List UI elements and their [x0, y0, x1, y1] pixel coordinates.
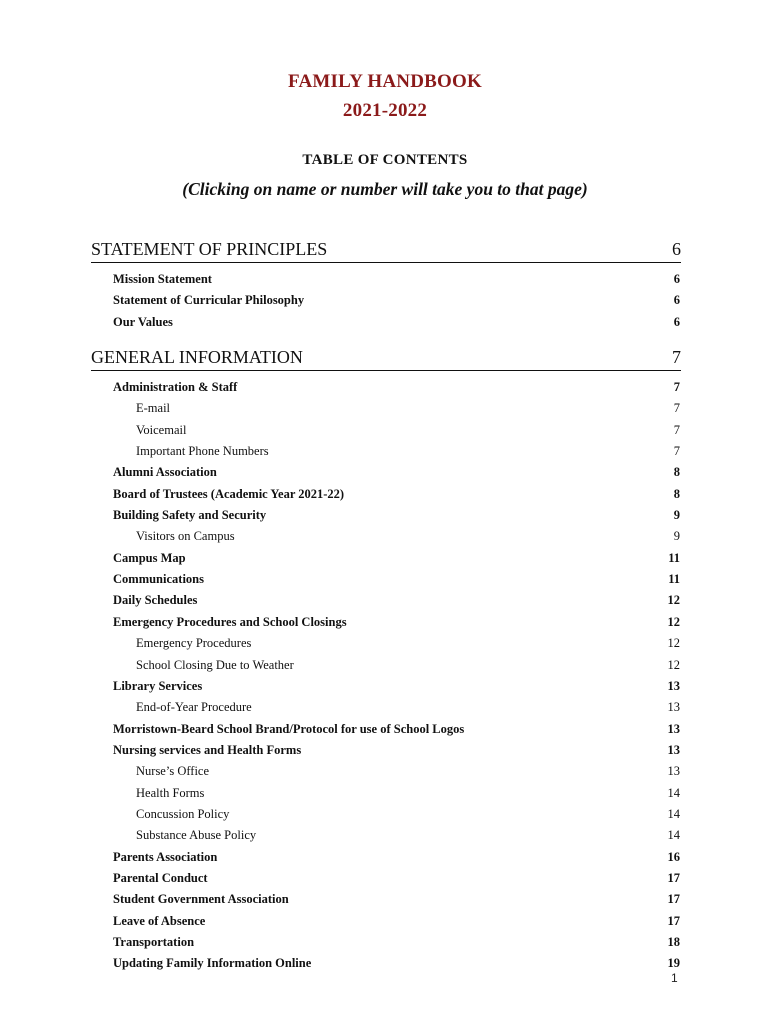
toc-subentry-visitors[interactable] [91, 526, 681, 547]
toc-entry-label[interactable]: School Closing Due to Weather [136, 657, 294, 672]
toc-entry-page[interactable]: 6 [673, 272, 680, 286]
toc-entry-label[interactable]: Health Forms [136, 785, 205, 800]
toc-entry-label[interactable]: Morristown-Beard School Brand/Protocol for use of School Logos [113, 721, 465, 736]
toc-entry-mission-statement[interactable] [91, 269, 681, 290]
toc-entry-page[interactable]: 14 [667, 828, 680, 843]
toc-entry-label[interactable]: Substance Abuse Policy [136, 828, 257, 843]
toc-entry-page[interactable]: 8 [673, 465, 680, 480]
toc-entry-page[interactable]: 9 [673, 508, 680, 523]
toc-entry-page[interactable]: 6 [673, 293, 680, 308]
toc-entry-label[interactable]: Nursing services and Health Forms [113, 742, 302, 757]
toc-entry-building-safety[interactable] [91, 505, 681, 526]
toc-entry-page[interactable]: 11 [668, 572, 680, 587]
toc-section-label[interactable]: GENERAL INFORMATION [91, 347, 303, 368]
toc-entry-page[interactable]: 11 [668, 550, 680, 565]
toc-entry-nursing-services[interactable] [91, 740, 681, 761]
toc-entry-emergency-closings[interactable] [91, 612, 681, 633]
handbook-year: 2021-2022 [342, 100, 428, 121]
toc-entry-page[interactable]: 7 [673, 444, 680, 459]
toc-entry-label[interactable]: Transportation [113, 934, 195, 949]
toc-entry-label[interactable]: Emergency Procedures [136, 636, 252, 651]
toc-section-page[interactable]: 7 [672, 347, 681, 368]
toc-subentry-emergency-procedures[interactable] [91, 633, 681, 654]
toc-subentry-health-forms[interactable] [91, 783, 681, 804]
toc-entry-parents-association[interactable] [91, 847, 681, 868]
toc-entry-page[interactable]: 7 [673, 380, 680, 395]
toc-entry-our-values[interactable] [91, 312, 681, 333]
toc-entry-page[interactable]: 14 [667, 806, 680, 821]
toc-entry-page[interactable]: 13 [667, 721, 680, 736]
toc-entry-page[interactable]: 12 [667, 593, 680, 608]
toc-entry-page[interactable]: 7 [673, 401, 680, 416]
toc-entry-label[interactable]: Communications [113, 572, 204, 587]
toc-section-page[interactable]: 6 [672, 239, 681, 259]
toc-entry-label[interactable]: Visitors on Campus [136, 529, 235, 544]
toc-entry-label[interactable]: Daily Schedules [113, 593, 198, 608]
toc-entry-page[interactable]: 17 [667, 913, 680, 928]
toc-entry-transportation[interactable] [91, 932, 681, 953]
toc-entry-label[interactable]: Statement of Curricular Philosophy [113, 293, 305, 308]
toc-entry-communications[interactable] [91, 569, 681, 590]
toc-entry-label[interactable]: Voicemail [136, 422, 187, 437]
toc-entry-board-of-trustees[interactable] [91, 484, 681, 505]
toc-subentry-substance-abuse[interactable] [91, 825, 681, 846]
toc-entry-page[interactable]: 12 [667, 636, 680, 651]
toc-entry-page[interactable]: 19 [667, 956, 680, 971]
handbook-title: FAMILY HANDBOOK [288, 71, 482, 92]
toc-entry-label[interactable]: Board of Trustees (Academic Year 2021-22) [113, 486, 345, 501]
toc-entry-updating-family-info[interactable] [91, 953, 681, 974]
toc-entry-page[interactable]: 17 [667, 892, 680, 907]
toc-entry-label[interactable]: Library Services [113, 678, 203, 693]
toc-entry-label[interactable]: Student Government Association [113, 892, 289, 907]
toc-entry-library-services[interactable] [91, 676, 681, 697]
toc-note: (Clicking on name or number will take you to that page) [182, 179, 588, 199]
toc-subentry-nurses-office[interactable] [91, 761, 681, 782]
toc-entry-label[interactable]: Concussion Policy [136, 806, 230, 821]
toc-entry-brand-protocol[interactable] [91, 719, 681, 740]
toc-entry-daily-schedules[interactable] [91, 590, 681, 611]
toc-subentry-voicemail[interactable] [91, 420, 681, 441]
toc-entry-page[interactable]: 7 [673, 422, 680, 437]
toc-entry-label[interactable]: Emergency Procedures and School Closings [113, 614, 347, 629]
toc-entry-page[interactable]: 9 [673, 529, 680, 544]
toc-subentry-phone-numbers[interactable] [91, 441, 681, 462]
toc-entry-label[interactable]: Parents Association [113, 849, 218, 864]
toc-heading: TABLE OF CONTENTS [302, 152, 468, 168]
table-of-contents [91, 232, 681, 975]
toc-entry-parental-conduct[interactable] [91, 868, 681, 889]
toc-entry-page[interactable]: 12 [667, 614, 680, 629]
toc-entry-page[interactable]: 18 [667, 934, 680, 949]
toc-entry-alumni-association[interactable] [91, 462, 681, 483]
page-number: 1 [671, 971, 678, 985]
toc-entry-label[interactable]: Important Phone Numbers [136, 444, 269, 459]
toc-entry-label[interactable]: Our Values [113, 314, 173, 329]
toc-section-label[interactable]: STATEMENT OF PRINCIPLES [91, 239, 328, 259]
toc-entry-label[interactable]: Alumni Association [113, 465, 217, 480]
toc-entry-campus-map[interactable] [91, 548, 681, 569]
toc-entry-page[interactable]: 13 [667, 678, 680, 693]
toc-entry-page[interactable]: 17 [667, 870, 680, 885]
toc-entry-student-government[interactable] [91, 889, 681, 910]
toc-entry-page[interactable]: 14 [667, 785, 680, 800]
toc-entry-label[interactable]: Campus Map [113, 550, 186, 565]
toc-entry-label[interactable]: Leave of Absence [113, 913, 206, 928]
toc-entry-label[interactable]: E-mail [136, 401, 171, 416]
toc-entry-label[interactable]: Mission Statement [113, 272, 212, 286]
toc-entry-page[interactable]: 13 [667, 764, 680, 779]
toc-entry-label[interactable]: Building Safety and Security [113, 508, 267, 523]
toc-entry-administration-staff[interactable] [91, 377, 681, 398]
toc-entry-label[interactable]: End-of-Year Procedure [136, 700, 252, 715]
toc-entry-leave-of-absence[interactable] [91, 911, 681, 932]
toc-entry-page[interactable]: 13 [667, 742, 680, 757]
toc-subentry-weather-closing[interactable] [91, 655, 681, 676]
toc-entry-page[interactable]: 12 [667, 657, 680, 672]
toc-subentry-concussion-policy[interactable] [91, 804, 681, 825]
toc-entry-page[interactable]: 16 [667, 849, 680, 864]
toc-subentry-email[interactable] [91, 398, 681, 419]
toc-entry-page[interactable]: 6 [673, 314, 680, 329]
toc-entry-label[interactable]: Nurse’s Office [136, 764, 210, 779]
toc-entry-label[interactable]: Administration & Staff [113, 380, 238, 395]
toc-entry-label[interactable]: Parental Conduct [113, 870, 208, 885]
toc-entry-page[interactable]: 13 [667, 700, 680, 715]
toc-entry-page[interactable]: 8 [673, 486, 680, 501]
toc-entry-label[interactable]: Updating Family Information Online [113, 956, 312, 971]
toc-section-statement-of-principles[interactable] [91, 236, 681, 263]
toc-entry-curricular-philosophy[interactable] [91, 290, 681, 311]
toc-subentry-end-of-year[interactable] [91, 697, 681, 718]
toc-section-general-information[interactable] [91, 344, 681, 371]
